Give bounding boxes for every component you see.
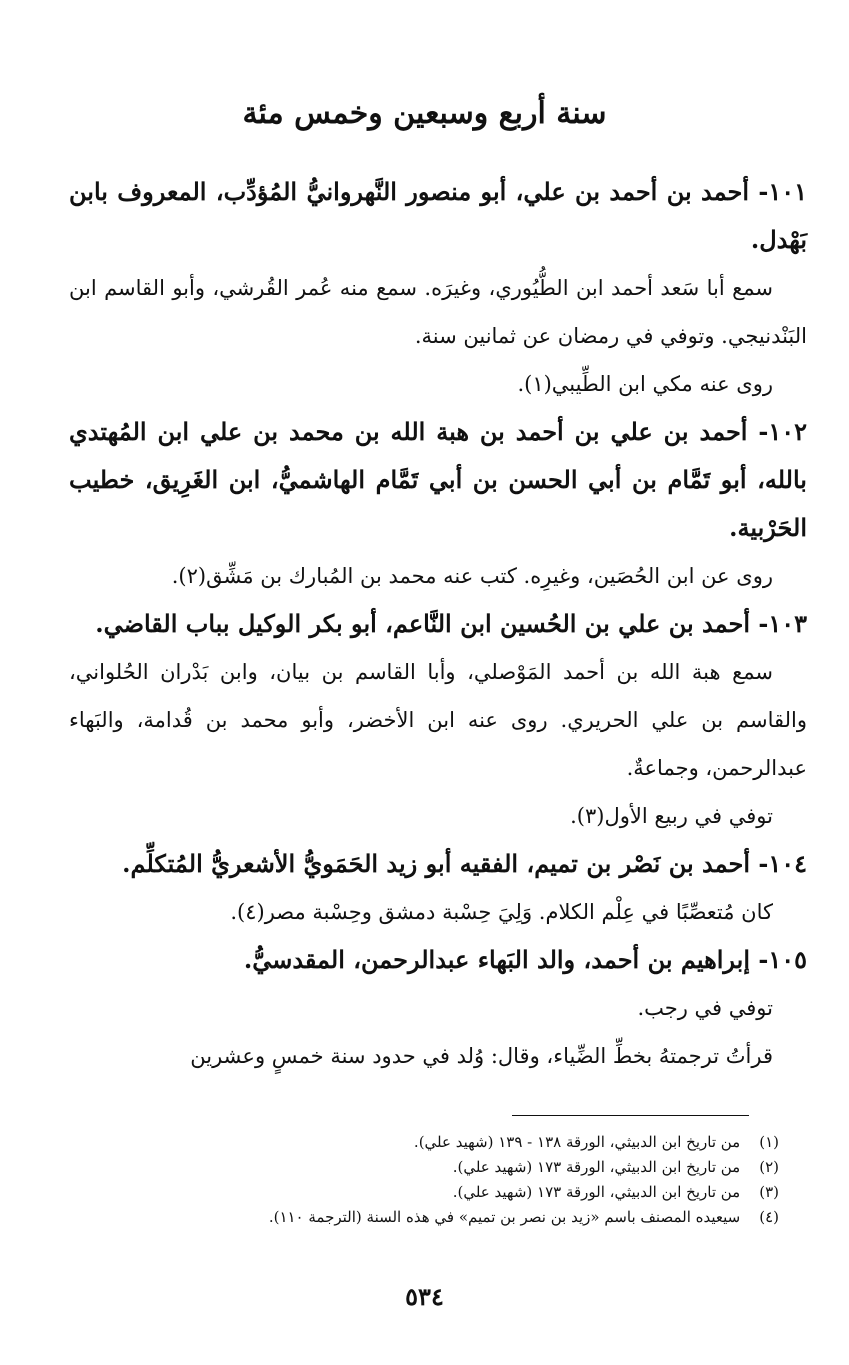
footnote-number: (٤) [759, 1208, 779, 1226]
entry-paragraph: سمع هبة الله بن أحمد المَوْصلي، وأبا القاسم بن بيان، وابن بَدْران الحُلواني، والقاسم بن علي الحريري. روى عنه ابن الأخضر، وأبو محمد بن قُدامة، والبَهاء عبدالرحمن، وجماعةٌ. [69, 660, 807, 780]
entry-heading-101: ١٠١- أحمد بن أحمد بن علي، أبو منصور النَّهروانيُّ المُؤدِّب، المعروف بابن بَهْدل. [69, 177, 808, 254]
footnote-text: من تاريخ ابن الدبيثي، الورقة ١٧٣ (شهيد علي). [452, 1183, 741, 1201]
footnote [79, 1180, 779, 1205]
body-text [69, 168, 807, 1080]
footnote-number: (٢) [759, 1158, 779, 1176]
entry-paragraph: توفي في ربيع الأول(٣). [570, 804, 773, 828]
entry-heading-103: ١٠٣- أحمد بن علي بن الحُسين ابن النَّاعم، أبو بكر الوكيل بباب القاضي. [95, 609, 807, 638]
entry-paragraph: روى عنه مكي ابن الطِّيبي(١). [517, 372, 773, 396]
footnote-number: (١) [759, 1133, 779, 1151]
footnote-text: سيعيده المصنف باسم «زيد بن نصر بن تميم» في هذه السنة (الترجمة ١١٠). [268, 1208, 741, 1226]
entry-paragraph: سمع أبا سَعد أحمد ابن الطُّيُوري، وغيرَه. سمع منه عُمر القُرشي، وأبو القاسم ابن البَنْدنيجي. وتوفي في رمضان عن ثمانين سنة. [69, 276, 807, 348]
entry-paragraph: روى عن ابن الحُصَين، وغيرِه. كتب عنه محمد بن المُبارك بن مَشِّق(٢). [171, 564, 773, 588]
entry-paragraph: توفي في رجب. [637, 996, 773, 1020]
entry-paragraph: قرأتُ ترجمتهُ بخطِّ الضِّياء، وقال: وُلد في حدود سنة خمسٍ وعشرين [190, 1044, 773, 1068]
entry-paragraph: كان مُتعصِّبًا في عِلْم الكلام. وَلِيَ حِسْبة دمشق وحِسْبة مصر(٤). [230, 900, 773, 924]
footnote-number: (٣) [759, 1183, 779, 1201]
footnote [79, 1205, 779, 1230]
footnotes [79, 1130, 779, 1230]
entry-heading-105: ١٠٥- إبراهيم بن أحمد، والد البَهاء عبدالرحمن، المقدسيُّ. [243, 945, 807, 974]
entry-heading-104: ١٠٤- أحمد بن نَصْر بن تميم، الفقيه أبو زيد الحَمَويُّ الأشعريُّ المُتكلِّم. [122, 849, 807, 878]
page-number: ٥٣٤ [405, 1282, 444, 1311]
footnote [79, 1130, 779, 1155]
entry-heading-102: ١٠٢- أحمد بن علي بن أحمد بن هبة الله بن محمد بن علي ابن المُهتدي بالله، أبو تَمَّام بن أبي الحسن بن أبي تَمَّام الهاشميُّ، ابن الغَرِيق، خطيب الحَرْبية. [69, 417, 807, 542]
footnote-text: من تاريخ ابن الدبيثي، الورقة ١٧٣ (شهيد علي). [452, 1158, 741, 1176]
footnote [79, 1155, 779, 1180]
footnote-text: من تاريخ ابن الدبيثي، الورقة ١٣٨ - ١٣٩ (شهيد علي). [413, 1133, 741, 1151]
footnote-divider [512, 1115, 749, 1116]
page-title: سنة أربع وسبعين وخمس مئة [242, 96, 607, 131]
